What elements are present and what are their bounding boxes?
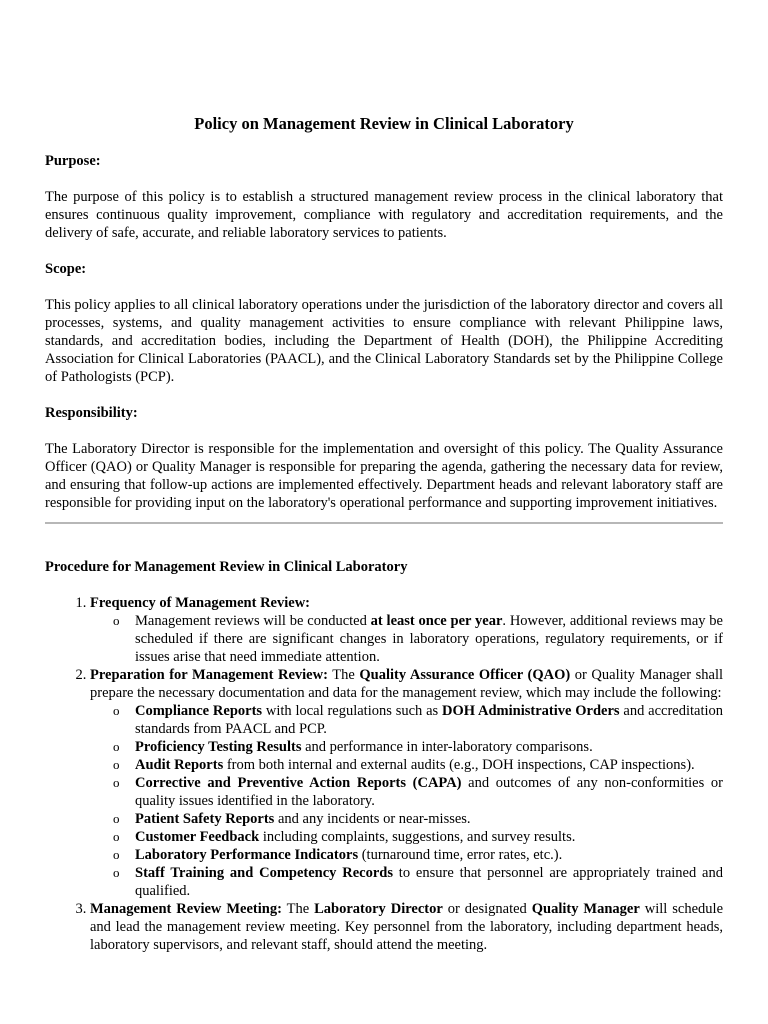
procedure-steps [45, 594, 723, 954]
list-item: o Patient Safety Reports and any incidents or near-misses. [113, 811, 471, 827]
step-heading: Frequency of Management Review: [90, 595, 310, 611]
bullet-icon: o [113, 847, 120, 862]
list-item: o Staff Training and Competency Records to ensure that personnel are appropriately trained and qualified. [113, 865, 723, 899]
scope-text: This policy applies to all clinical laboratory operations under the jurisdiction of the laboratory director and covers all processes, systems, and quality management activities to ensure compliance with relevant Philippine laws, standards, and accreditation bodies, including the Department of Health (DOH), the Philippine Accrediting Association for Clinical Laboratories (PAACL), and the Clinical Laboratory Standards set by the Philippine College of Pathologists (PCP). [45, 297, 723, 385]
responsibility-text: The Laboratory Director is responsible for the implementation and oversight of this policy. The Quality Assurance Officer (QAO) or Quality Manager is responsible for preparing the agenda, gathering the necessary data for review, and ensuring that follow-up actions are implemented effectively. Department heads and relevant laboratory staff are responsible for providing input on the laboratory's operational performance and supporting improvement initiatives. [45, 441, 723, 511]
list-item: o Proficiency Testing Results and performance in inter-laboratory comparisons. [113, 739, 593, 755]
bullet-icon: o [113, 703, 120, 718]
bullet-icon: o [113, 757, 120, 772]
bullet-icon: o [113, 811, 120, 826]
step-heading: Preparation for Management Review: [90, 667, 328, 683]
list-item: o Laboratory Performance Indicators (turnaround time, error rates, etc.). [113, 847, 563, 863]
list-item: o Customer Feedback including complaints, suggestions, and survey results. [113, 829, 576, 845]
list-item: o Corrective and Preventive Action Reports (CAPA) and outcomes of any non-conformities or quality issues identified in the laboratory. [113, 775, 723, 809]
bullet-icon: o [113, 739, 120, 754]
document-title: Policy on Management Review in Clinical Laboratory [194, 114, 574, 133]
bullet-icon: o [113, 865, 120, 880]
step-meeting: 3. Management Review Meeting: The Laboratory Director or designated Quality Manager will schedule and lead the management review meeting. Key personnel from the laboratory, including department heads, laboratory supervisors, and relevant staff, should attend the meeting. [90, 900, 723, 954]
step-sub-list [90, 702, 723, 900]
purpose-text: The purpose of this policy is to establish a structured management review process in the clinical laboratory that ensures continuous quality improvement, compliance with regulatory and accreditation requirements, and the delivery of safe, accurate, and reliable laboratory services to patients. [45, 189, 723, 241]
step-heading: Management Review Meeting: [90, 901, 282, 917]
list-item: o Management reviews will be conducted at least once per year. However, additional reviews may be scheduled if there are significant changes in laboratory operations, regulatory requirements, or if issues arise that need immediate attention. [113, 613, 723, 665]
step-preparation: 2. Preparation for Management Review: The Quality Assurance Officer (QAO) or Quality Manager shall prepare the necessary documentation and data for the management review, which may include the following: o Compliance Reports with local regulations such as DOH Administrative Orders and accreditation standards from PAACL and PCP. o Proficiency Testing Results and performance in inter-laboratory comparisons. o Audit Reports from both internal and external audits (e.g., DOH inspections, CAP inspections). o Corrective and Preventive Action Reports (CAPA) and outcomes of any non-conformities or quality issues identified in the laboratory. o Patient Safety Reports and any incidents or near-misses. o Customer Feedback including complaints, suggestions, and survey results. o Laboratory Performance Indicators (turnaround time, error rates, etc.). o Staff Training and Competency Records to ensure that personnel are appropriately trained and qualified. [90, 666, 723, 900]
document-body [45, 113, 723, 954]
bullet-icon: o [113, 775, 120, 790]
responsibility-label: Responsibility: [45, 405, 138, 421]
purpose-label: Purpose: [45, 153, 101, 169]
list-item: o Audit Reports from both internal and external audits (e.g., DOH inspections, CAP inspections). [113, 757, 695, 773]
scope-label: Scope: [45, 261, 87, 277]
bullet-icon: o [113, 829, 120, 844]
horizontal-divider [45, 522, 723, 524]
step-sub-list [90, 612, 723, 666]
procedure-title: Procedure for Management Review in Clinical Laboratory [45, 559, 408, 575]
list-item: o Compliance Reports with local regulations such as DOH Administrative Orders and accreditation standards from PAACL and PCP. [113, 703, 724, 737]
bullet-icon: o [113, 613, 120, 628]
step-frequency [90, 594, 723, 666]
